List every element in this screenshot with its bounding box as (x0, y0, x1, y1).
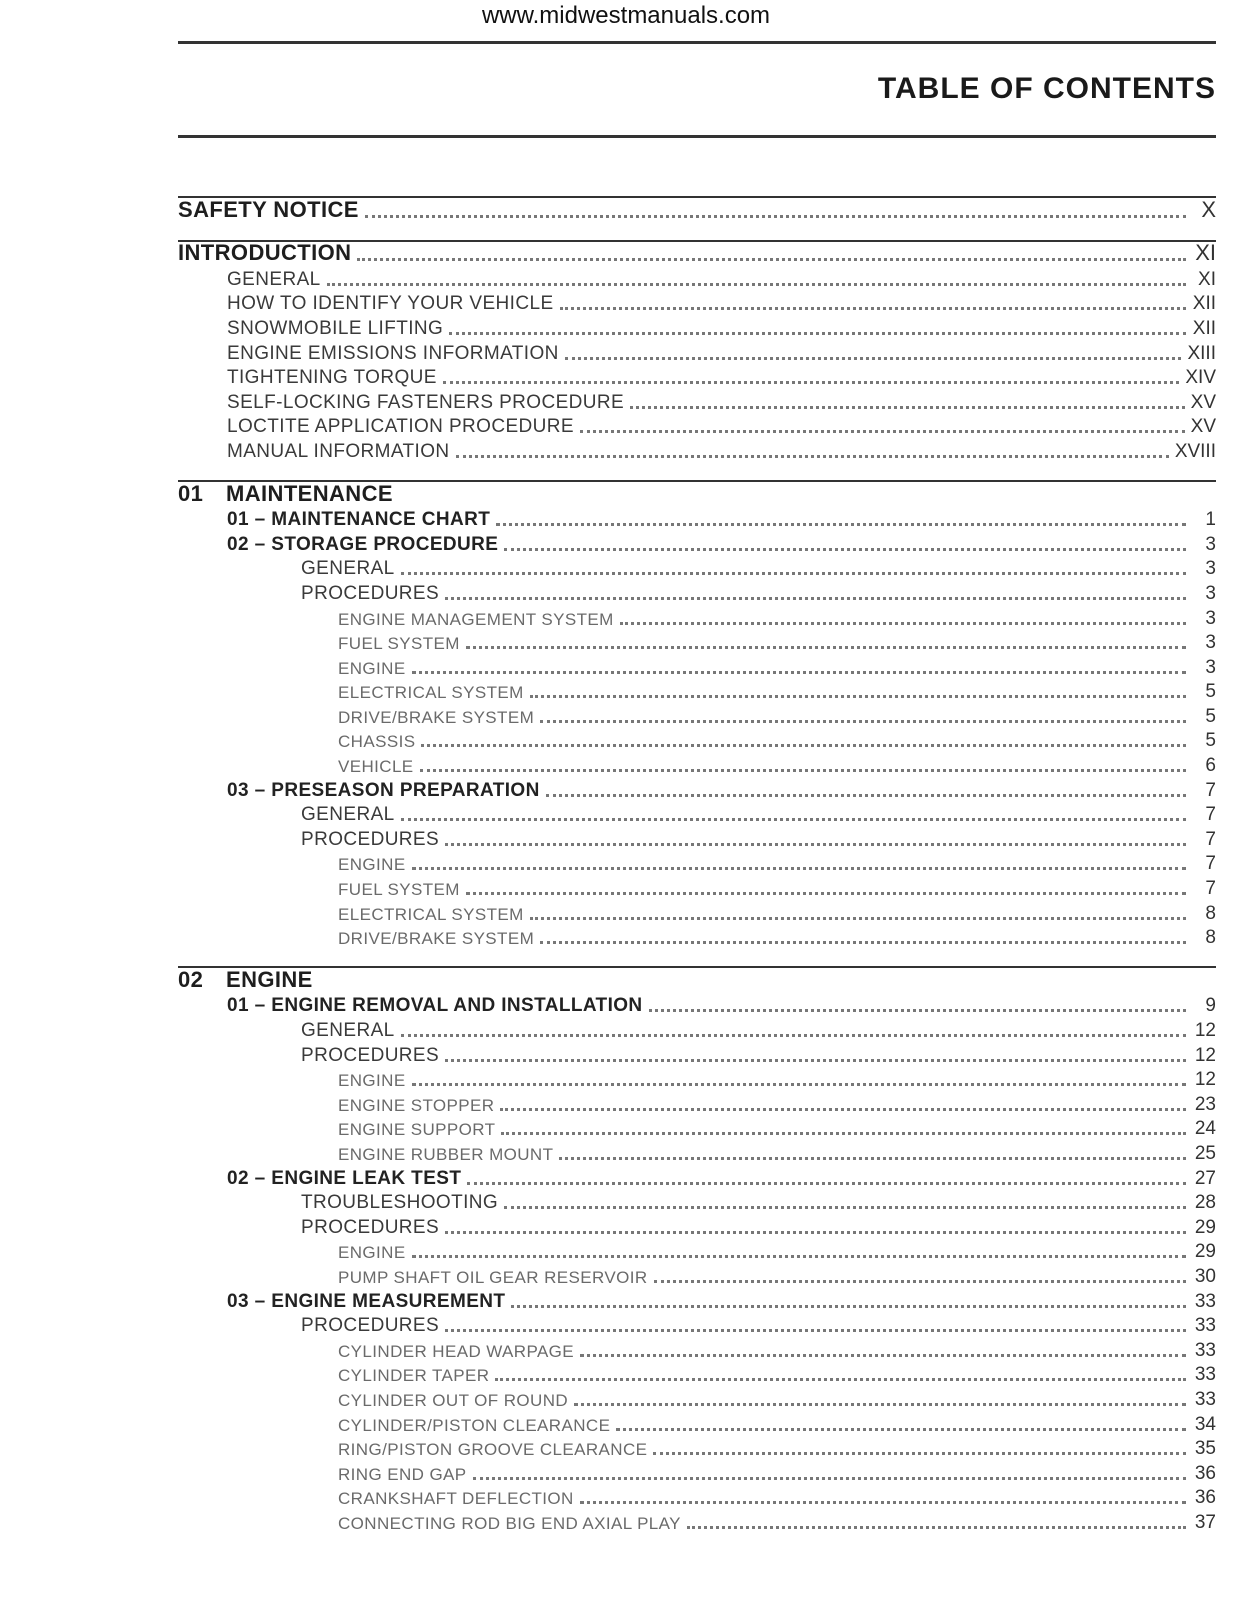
toc-entry[interactable] (178, 802, 1216, 827)
toc-entry-text: ENGINE MANAGEMENT SYSTEM (338, 609, 614, 629)
toc-entry-label (178, 269, 321, 291)
toc-entry-label (178, 610, 614, 630)
toc-page-number: 33 (1194, 1364, 1216, 1386)
toc-entry-text: ELECTRICAL SYSTEM (338, 904, 524, 924)
toc-entry[interactable] (178, 531, 1216, 556)
toc-entry-text: ENGINE EMISSIONS INFORMATION (227, 342, 559, 364)
dot-leader (649, 997, 1186, 1012)
toc-entry-text: ENGINE (226, 966, 313, 992)
toc-page-number: XIV (1185, 367, 1216, 389)
dot-leader (630, 394, 1185, 409)
toc-page-number: 7 (1205, 878, 1216, 900)
toc-entry[interactable] (178, 1165, 1216, 1190)
toc-entry[interactable] (178, 507, 1216, 532)
toc-entry[interactable] (178, 752, 1216, 777)
toc-page-number: 7 (1205, 828, 1216, 850)
toc-page-number: XVIII (1174, 440, 1216, 462)
toc-entry-text: TROUBLESHOOTING (301, 1192, 499, 1214)
toc-entry-label (178, 1120, 495, 1140)
toc-entry[interactable] (178, 389, 1216, 414)
toc-section (178, 196, 1216, 223)
dot-leader (580, 1489, 1186, 1504)
toc-entry[interactable] (178, 703, 1216, 728)
toc-entry-label (178, 634, 460, 654)
toc-entry-text: SELF-LOCKING FASTENERS PROCEDURE (227, 391, 625, 413)
toc-entry-text: CYLINDER HEAD WARPAGE (338, 1341, 575, 1361)
toc-entry-text: PROCEDURES (301, 582, 440, 604)
toc-section (178, 240, 1216, 463)
dot-leader (327, 271, 1186, 286)
toc-page-number: 33 (1194, 1290, 1216, 1312)
page-title: TABLE OF CONTENTS (877, 72, 1216, 105)
dot-leader (445, 585, 1186, 600)
toc-entry-label (178, 343, 559, 365)
toc-entry-label (178, 392, 624, 414)
toc-entry[interactable] (178, 1190, 1216, 1215)
toc-entry-text: ENGINE (338, 1243, 406, 1263)
toc-section-number: 01 (178, 480, 204, 506)
toc-entry-text: ENGINE (338, 1071, 406, 1091)
dot-leader (580, 1342, 1186, 1357)
toc-page-number: 8 (1205, 927, 1216, 949)
toc-entry-label (178, 1391, 568, 1411)
toc-entry-label (178, 558, 395, 580)
toc-entry[interactable] (178, 1337, 1216, 1362)
toc-entry[interactable] (178, 826, 1216, 851)
toc-entry[interactable] (178, 580, 1216, 605)
toc-entry-text: TIGHTENING TORQUE (227, 367, 437, 389)
toc-entry-text: PROCEDURES (301, 1216, 440, 1238)
dot-leader (449, 320, 1186, 335)
toc-page-number: 23 (1194, 1093, 1216, 1115)
toc-page-number: 3 (1205, 656, 1216, 678)
dot-leader (443, 369, 1180, 384)
toc-entry-text: INTRODUCTION (178, 240, 352, 266)
toc-entry-label (178, 995, 643, 1017)
toc-entry[interactable] (178, 875, 1216, 900)
toc-entry[interactable] (178, 340, 1216, 365)
toc-section-number: 02 (178, 966, 204, 992)
toc-entry-label (178, 1465, 467, 1485)
toc-entry-text: 01 – MAINTENANCE CHART (227, 509, 491, 531)
toc-page-number: 35 (1194, 1438, 1216, 1460)
toc-entry-label (178, 804, 395, 826)
toc-entry-label (178, 1145, 553, 1165)
toc-entry-text: GENERAL (301, 1020, 395, 1041)
dot-leader (546, 782, 1186, 797)
toc-entry-label (178, 481, 393, 507)
toc-entry[interactable] (178, 630, 1216, 655)
toc-entry-text: GENERAL (227, 268, 321, 290)
toc-entry-label (178, 1342, 574, 1362)
toc-page-number: 3 (1205, 533, 1216, 555)
table-of-contents (178, 196, 1216, 1551)
toc-page-number: 5 (1205, 681, 1216, 703)
toc-page-number: 34 (1194, 1413, 1216, 1435)
toc-page-number: 3 (1205, 582, 1216, 604)
toc-page-number: 37 (1194, 1511, 1216, 1533)
toc-entry-text: RING/PISTON GROOVE CLEARANCE (338, 1440, 648, 1460)
dot-leader (445, 831, 1186, 846)
toc-entry-label (178, 1020, 395, 1042)
toc-entry-text: DRIVE/BRAKE SYSTEM (338, 929, 535, 949)
dot-leader (495, 1366, 1186, 1381)
toc-entry-label (178, 1096, 494, 1116)
toc-entry-text: CYLINDER TAPER (338, 1366, 490, 1386)
toc-entry[interactable] (178, 777, 1216, 802)
toc-entry[interactable] (178, 1140, 1216, 1165)
dot-leader (421, 732, 1186, 747)
toc-entry-label (178, 197, 359, 223)
toc-entry-text: FUEL SYSTEM (338, 634, 460, 654)
toc-entry-label (178, 1440, 647, 1460)
title-rule (178, 135, 1216, 138)
toc-entry-label (178, 1366, 489, 1386)
dot-leader (412, 659, 1186, 674)
toc-entry-text: 03 – PRESEASON PREPARATION (227, 779, 540, 801)
dot-leader (412, 855, 1186, 870)
toc-entry-label (178, 708, 534, 728)
toc-page-number: 33 (1194, 1315, 1216, 1337)
toc-entry-text: DRIVE/BRAKE SYSTEM (338, 707, 535, 727)
toc-page-number: 9 (1205, 995, 1216, 1017)
toc-page-number: 24 (1194, 1118, 1216, 1140)
toc-entry[interactable] (178, 605, 1216, 630)
toc-entry-label (178, 855, 406, 875)
dot-leader (466, 634, 1186, 649)
toc-entry-text: SNOWMOBILE LIFTING (227, 317, 444, 339)
dot-leader (616, 1416, 1186, 1431)
toc-entry-label (178, 1268, 648, 1288)
toc-page-number: 27 (1194, 1167, 1216, 1189)
toc-entry-label (178, 1514, 681, 1534)
toc-entry-text: 01 – ENGINE REMOVAL AND INSTALLATION (227, 995, 643, 1017)
toc-entry-text: 02 – ENGINE LEAK TEST (227, 1167, 462, 1189)
toc-entry[interactable] (178, 1017, 1216, 1042)
dot-leader (565, 345, 1182, 360)
toc-page-number: 5 (1205, 705, 1216, 727)
dot-leader (466, 880, 1186, 895)
toc-entry[interactable] (178, 1362, 1216, 1387)
toc-entry-text: GENERAL (301, 804, 395, 826)
toc-entry-text: ENGINE RUBBER MOUNT (338, 1144, 554, 1164)
toc-entry-label (178, 1192, 498, 1214)
toc-entry[interactable] (178, 679, 1216, 704)
toc-entry-label (178, 1291, 505, 1313)
dot-leader (559, 1145, 1186, 1160)
dot-leader (580, 418, 1185, 433)
toc-entry-label (178, 318, 443, 340)
toc-entry[interactable] (178, 1116, 1216, 1141)
toc-entry-text: PUMP SHAFT OIL GEAR RESERVOIR (338, 1267, 648, 1287)
toc-entry-label (178, 293, 554, 315)
dot-leader (473, 1465, 1186, 1480)
toc-entry[interactable] (178, 414, 1216, 439)
dot-leader (412, 1243, 1186, 1258)
toc-entry-text: MAINTENANCE (226, 480, 393, 506)
toc-entry-label (178, 683, 524, 703)
toc-entry[interactable] (178, 1214, 1216, 1239)
toc-section (178, 480, 1216, 949)
toc-entry-label (178, 240, 351, 266)
dot-leader (620, 610, 1186, 625)
toc-page-number: 12 (1194, 1069, 1216, 1091)
toc-page-number: XV (1190, 391, 1216, 413)
toc-entry-label (178, 416, 574, 438)
dot-leader (420, 757, 1186, 772)
toc-entry[interactable] (178, 728, 1216, 753)
toc-entry-text: CONNECTING ROD BIG END AXIAL PLAY (338, 1513, 681, 1533)
toc-entry-label (178, 1243, 406, 1263)
dot-leader (501, 1120, 1186, 1135)
toc-entry[interactable] (178, 1386, 1216, 1411)
toc-page-number: 7 (1205, 779, 1216, 801)
toc-entry[interactable] (178, 654, 1216, 679)
toc-page-number: 3 (1205, 632, 1216, 654)
dot-leader (445, 1317, 1186, 1332)
toc-page-number: 29 (1194, 1241, 1216, 1263)
toc-entry-text: CYLINDER/PISTON CLEARANCE (338, 1415, 611, 1435)
toc-entry[interactable] (178, 1091, 1216, 1116)
toc-section (178, 966, 1216, 1534)
toc-page-number: XII (1192, 293, 1216, 315)
toc-entry-label (178, 1217, 439, 1239)
toc-entry-label (178, 1045, 439, 1067)
toc-page-number: 12 (1194, 1020, 1216, 1041)
dot-leader (445, 1047, 1186, 1062)
toc-entry-label (178, 534, 498, 556)
toc-entry-text: ENGINE (338, 658, 406, 678)
toc-entry-label (178, 1168, 461, 1190)
toc-entry-label (178, 967, 313, 993)
toc-section-heading[interactable] (178, 198, 1216, 223)
toc-entry-text: SAFETY NOTICE (178, 196, 359, 222)
top-rule (178, 41, 1216, 44)
toc-section-heading[interactable] (178, 242, 1216, 267)
dot-leader (540, 929, 1186, 944)
dot-leader (653, 1440, 1186, 1455)
dot-leader (530, 905, 1186, 920)
toc-entry-label (178, 1416, 610, 1436)
toc-page-number: XII (1192, 317, 1216, 339)
toc-page-number: 12 (1194, 1044, 1216, 1066)
dot-leader (445, 1219, 1186, 1234)
dot-leader (654, 1268, 1187, 1283)
toc-entry-text: ENGINE SUPPORT (338, 1120, 496, 1140)
toc-entry[interactable] (178, 365, 1216, 390)
toc-page-number: 1 (1205, 509, 1216, 531)
toc-entry[interactable] (178, 1460, 1216, 1485)
toc-entry-text: ENGINE STOPPER (338, 1095, 495, 1115)
toc-page-number: 3 (1205, 607, 1216, 629)
toc-entry[interactable] (178, 291, 1216, 316)
toc-entry[interactable] (178, 1042, 1216, 1067)
dot-leader (540, 708, 1186, 723)
toc-entry-text: PROCEDURES (301, 1315, 440, 1337)
toc-page-number: 8 (1205, 902, 1216, 924)
dot-leader (500, 1096, 1186, 1111)
toc-entry-label (178, 880, 460, 900)
toc-entry-label (178, 1489, 574, 1509)
toc-page-number: 7 (1205, 853, 1216, 875)
toc-page-number: 30 (1194, 1265, 1216, 1287)
toc-page-number: XIII (1187, 342, 1216, 364)
toc-entry-label (178, 829, 439, 851)
toc-entry-text: CYLINDER OUT OF ROUND (338, 1390, 569, 1410)
toc-page-number: 29 (1194, 1216, 1216, 1238)
toc-section-heading[interactable] (178, 482, 1216, 507)
dot-leader (687, 1514, 1186, 1529)
toc-section-heading[interactable] (178, 968, 1216, 993)
toc-page-number: 7 (1205, 804, 1216, 826)
toc-entry-text: PROCEDURES (301, 1044, 440, 1066)
toc-entry-text: ENGINE (338, 855, 406, 875)
dot-leader (504, 1194, 1186, 1209)
toc-entry-text: VEHICLE (338, 757, 414, 777)
dot-leader (530, 683, 1186, 698)
dot-leader (456, 443, 1169, 458)
toc-page-number: 28 (1194, 1192, 1216, 1214)
dot-leader (401, 560, 1186, 575)
toc-page-number: XI (1198, 268, 1216, 290)
toc-page-number: 5 (1205, 730, 1216, 752)
toc-entry[interactable] (178, 266, 1216, 291)
dot-leader (511, 1293, 1186, 1308)
toc-entry[interactable] (178, 925, 1216, 950)
toc-entry-text: GENERAL (301, 558, 395, 580)
toc-entry[interactable] (178, 900, 1216, 925)
toc-entry-label (178, 509, 490, 531)
toc-entry[interactable] (178, 556, 1216, 581)
toc-entry-text: ELECTRICAL SYSTEM (338, 683, 524, 703)
toc-entry-text: CHASSIS (338, 732, 416, 752)
toc-entry[interactable] (178, 1239, 1216, 1264)
toc-entry[interactable] (178, 993, 1216, 1018)
toc-entry-text: CRANKSHAFT DEFLECTION (338, 1489, 574, 1509)
toc-entry[interactable] (178, 1436, 1216, 1461)
toc-entry[interactable] (178, 1313, 1216, 1338)
toc-page-number: 33 (1194, 1339, 1216, 1361)
toc-entry[interactable] (178, 1288, 1216, 1313)
toc-entry-text: RING END GAP (338, 1464, 467, 1484)
toc-page-number: 25 (1194, 1142, 1216, 1164)
toc-entry-text: FUEL SYSTEM (338, 880, 460, 900)
toc-page-number: X (1201, 196, 1216, 222)
toc-entry-label (178, 905, 524, 925)
dot-leader (365, 203, 1186, 218)
toc-page-number: 6 (1205, 755, 1216, 777)
toc-page-number: 3 (1205, 558, 1216, 580)
toc-page-number: XI (1195, 240, 1216, 266)
toc-page-number: XV (1190, 416, 1216, 438)
dot-leader (401, 1022, 1186, 1037)
toc-entry-label (178, 1071, 406, 1091)
toc-entry[interactable] (178, 1485, 1216, 1510)
toc-entry-label (178, 367, 437, 389)
dot-leader (496, 511, 1186, 526)
toc-entry[interactable] (178, 315, 1216, 340)
toc-page-number: 33 (1194, 1388, 1216, 1410)
source-url: www.midwestmanuals.com (481, 2, 771, 29)
toc-page-number: 36 (1194, 1462, 1216, 1484)
toc-entry-text: 02 – STORAGE PROCEDURE (227, 533, 499, 555)
toc-entry-text: 03 – ENGINE MEASUREMENT (227, 1290, 506, 1312)
dot-leader (401, 806, 1186, 821)
toc-entry-label (178, 441, 450, 463)
toc-entry[interactable] (178, 438, 1216, 463)
toc-entry-label (178, 659, 406, 679)
toc-entry-label (178, 583, 439, 605)
toc-entry-label (178, 757, 414, 777)
toc-entry-label (178, 1315, 439, 1337)
dot-leader (574, 1391, 1186, 1406)
toc-entry[interactable] (178, 1263, 1216, 1288)
toc-entry-text: LOCTITE APPLICATION PROCEDURE (227, 416, 574, 438)
toc-page-number: 36 (1194, 1487, 1216, 1509)
toc-entry-text: HOW TO IDENTIFY YOUR VEHICLE (227, 293, 554, 315)
toc-entry[interactable] (178, 1067, 1216, 1092)
dot-leader (560, 295, 1186, 310)
toc-entry[interactable] (178, 851, 1216, 876)
dot-leader (504, 536, 1186, 551)
toc-entry[interactable] (178, 1509, 1216, 1534)
dot-leader (357, 246, 1186, 261)
toc-entry[interactable] (178, 1411, 1216, 1436)
toc-entry-text: PROCEDURES (301, 828, 440, 850)
toc-entry-label (178, 732, 415, 752)
dot-leader (467, 1170, 1186, 1185)
toc-entry-label (178, 780, 540, 802)
toc-entry-text: MANUAL INFORMATION (227, 440, 450, 462)
toc-entry-label (178, 929, 534, 949)
dot-leader (412, 1071, 1186, 1086)
